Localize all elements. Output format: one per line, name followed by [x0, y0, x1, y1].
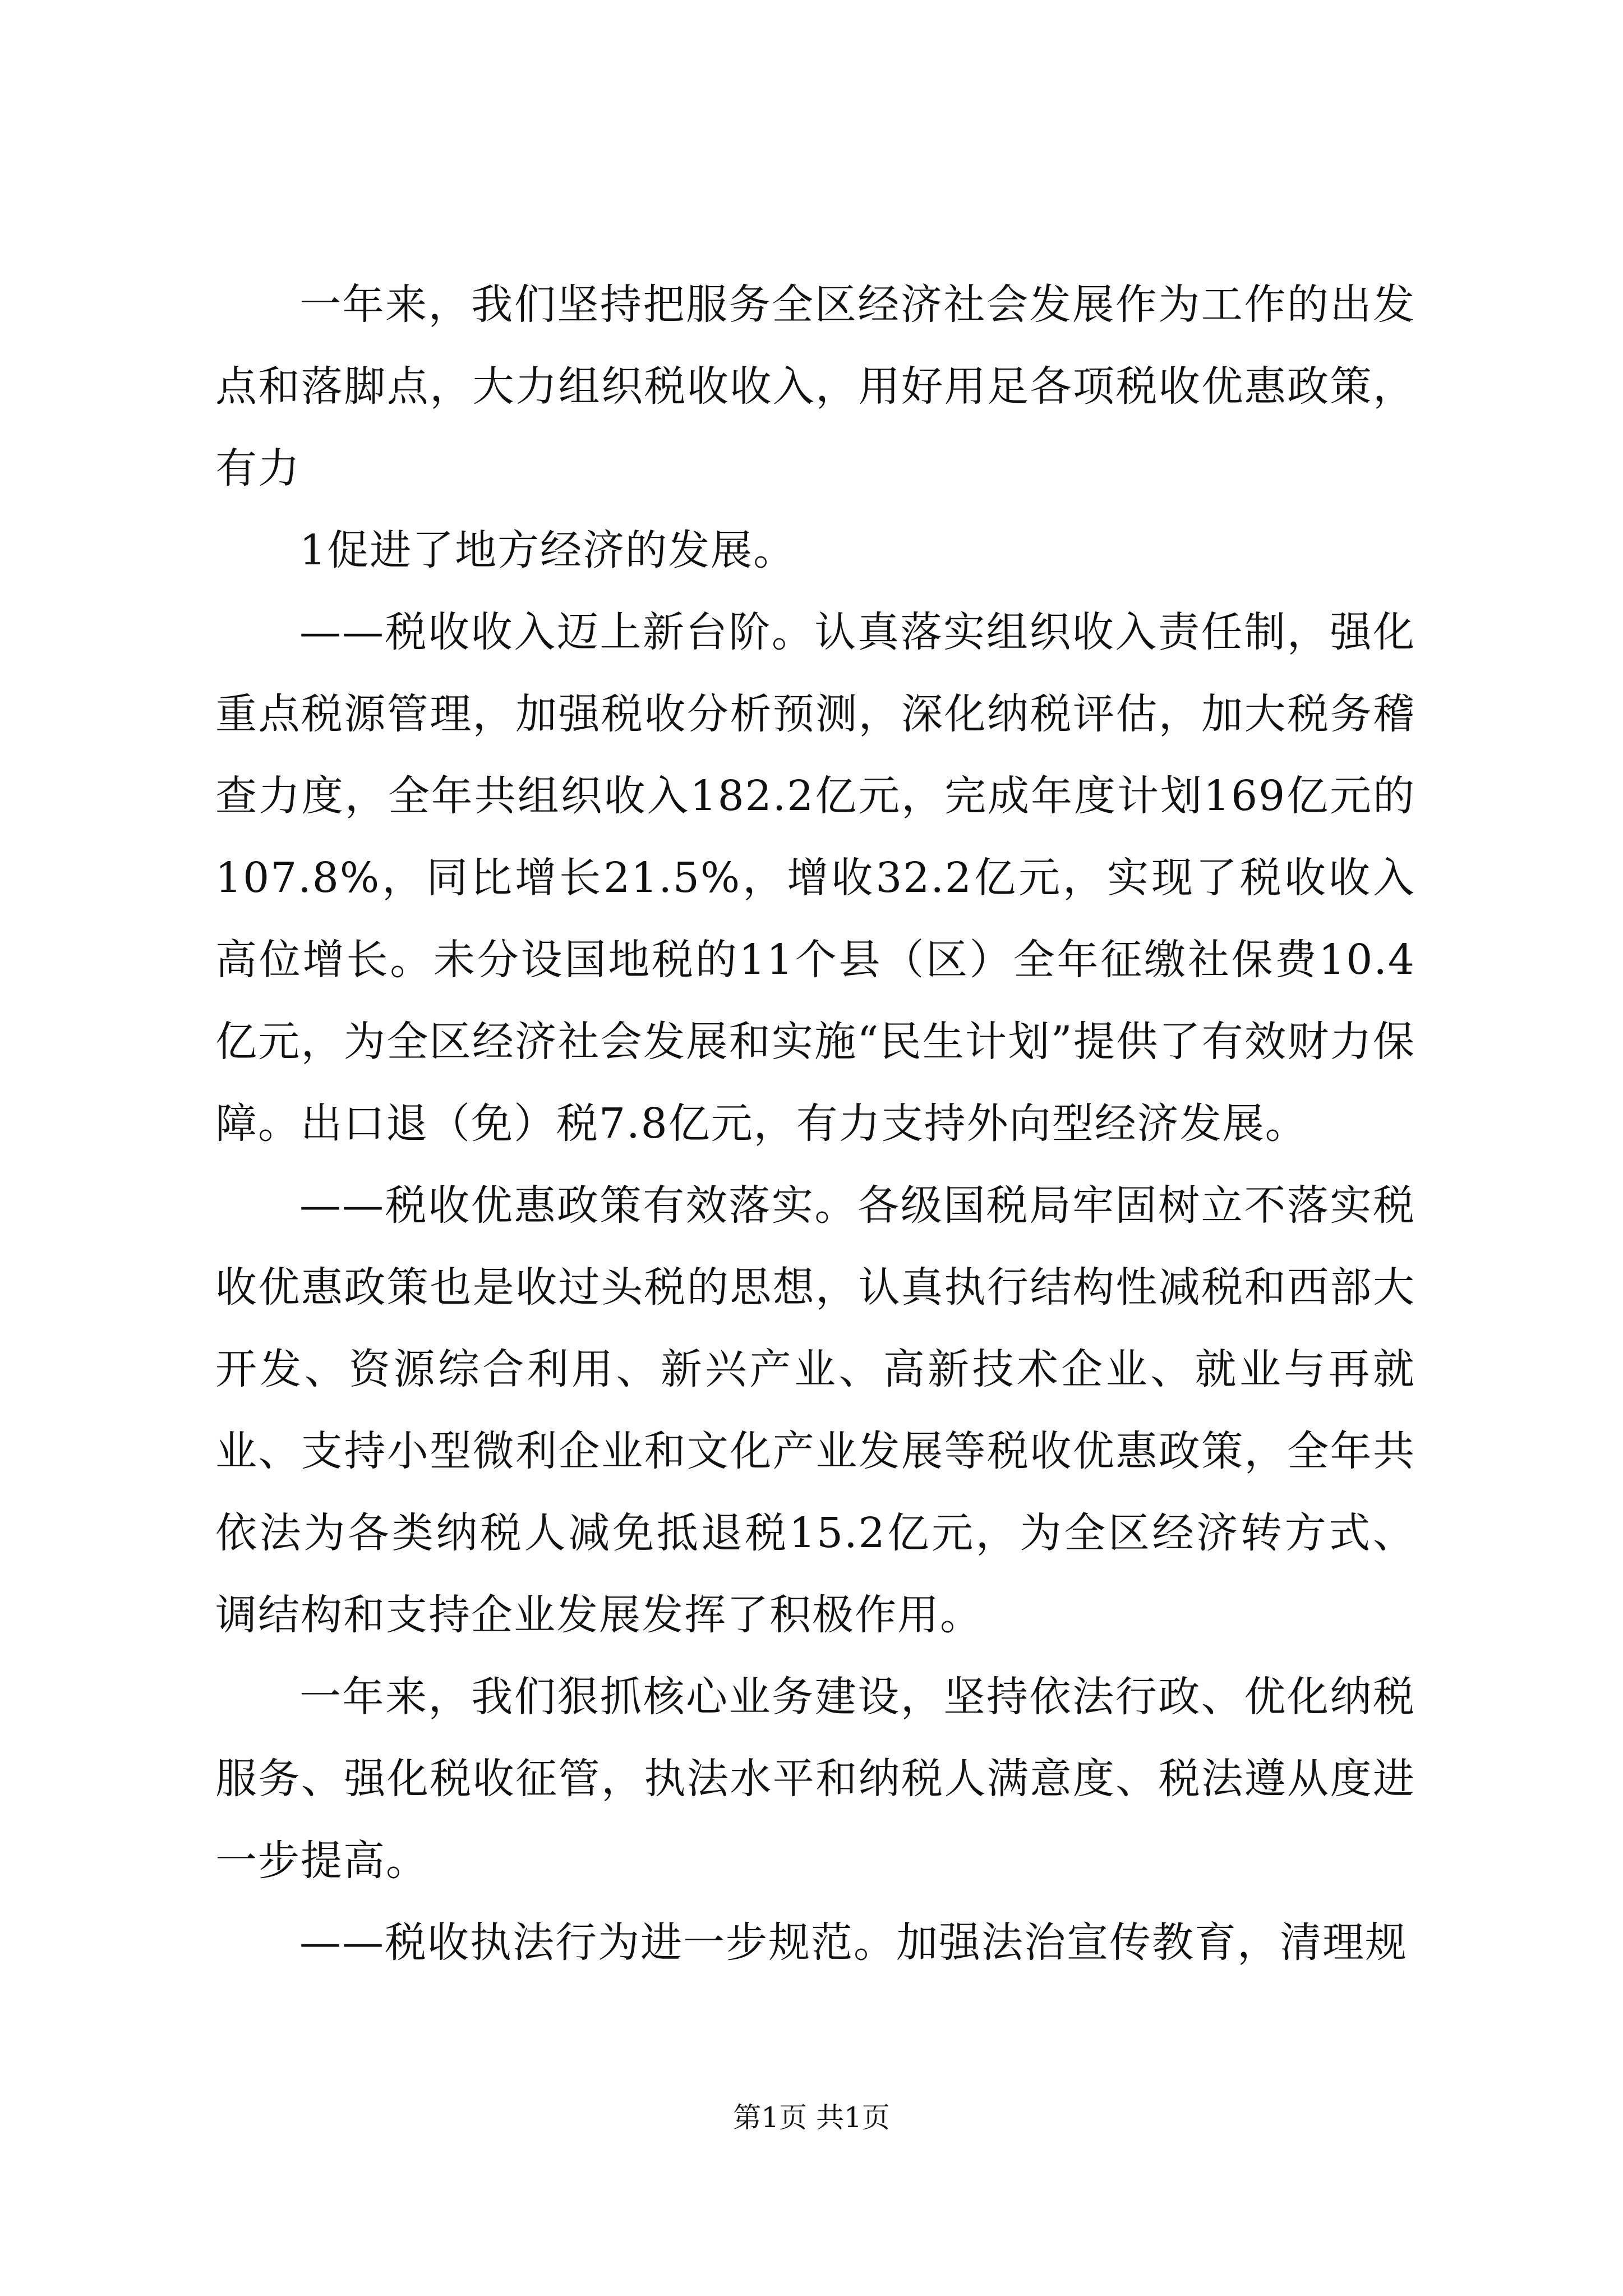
paragraph-3: ——税收收入迈上新台阶。认真落实组织收入责任制，强化重点税源管理，加强税收分析预测，深化纳税评估，加大税务稽查力度，全年共组织收入182.2亿元，完成年度计划169亿元的107.8%，同比增长21.5%，增收32.2亿元，实现了税收收入高位增长。未分设国地税的11个县（区）全年征缴社保费10.4亿元，为全区经济社会发展和实施“民生计划”提供了有效财力保障。出口退（免）税7.8亿元，有力支持外向型经济发展。 [215, 608, 1415, 1148]
paragraph-6: ——税收执法行为进一步规范。加强法治宣传教育，清理规 [299, 1918, 1408, 1967]
paragraph-1: 一年来，我们坚持把服务全区经济社会发展作为工作的出发点和落脚点，大力组织税收收入，用好用足各项税收优惠政策，有力 [215, 280, 1415, 493]
paragraph-2: 1促进了地方经济的发展。 [299, 526, 796, 574]
paragraph-5: 一年来，我们狠抓核心业务建设，坚持依法行政、优化纳税服务、强化税收征管，执法水平和纳税人满意度、税法遵从度进一步提高。 [215, 1673, 1415, 1885]
page-footer: 第1页 共1页 [733, 2101, 890, 2134]
paragraph-4: ——税收优惠政策有效落实。各级国税局牢固树立不落实税收优惠政策也是收过头税的思想，认真执行结构性减税和西部大开发、资源综合利用、新兴产业、高新技术企业、就业与再就业、支持小型微利企业和文化产业发展等税收优惠政策，全年共依法为各类纳税人减免抵退税15.2亿元，为全区经济转方式、调结构和支持企业发展发挥了积极作用。 [215, 1181, 1415, 1639]
document-body [215, 264, 1415, 1984]
